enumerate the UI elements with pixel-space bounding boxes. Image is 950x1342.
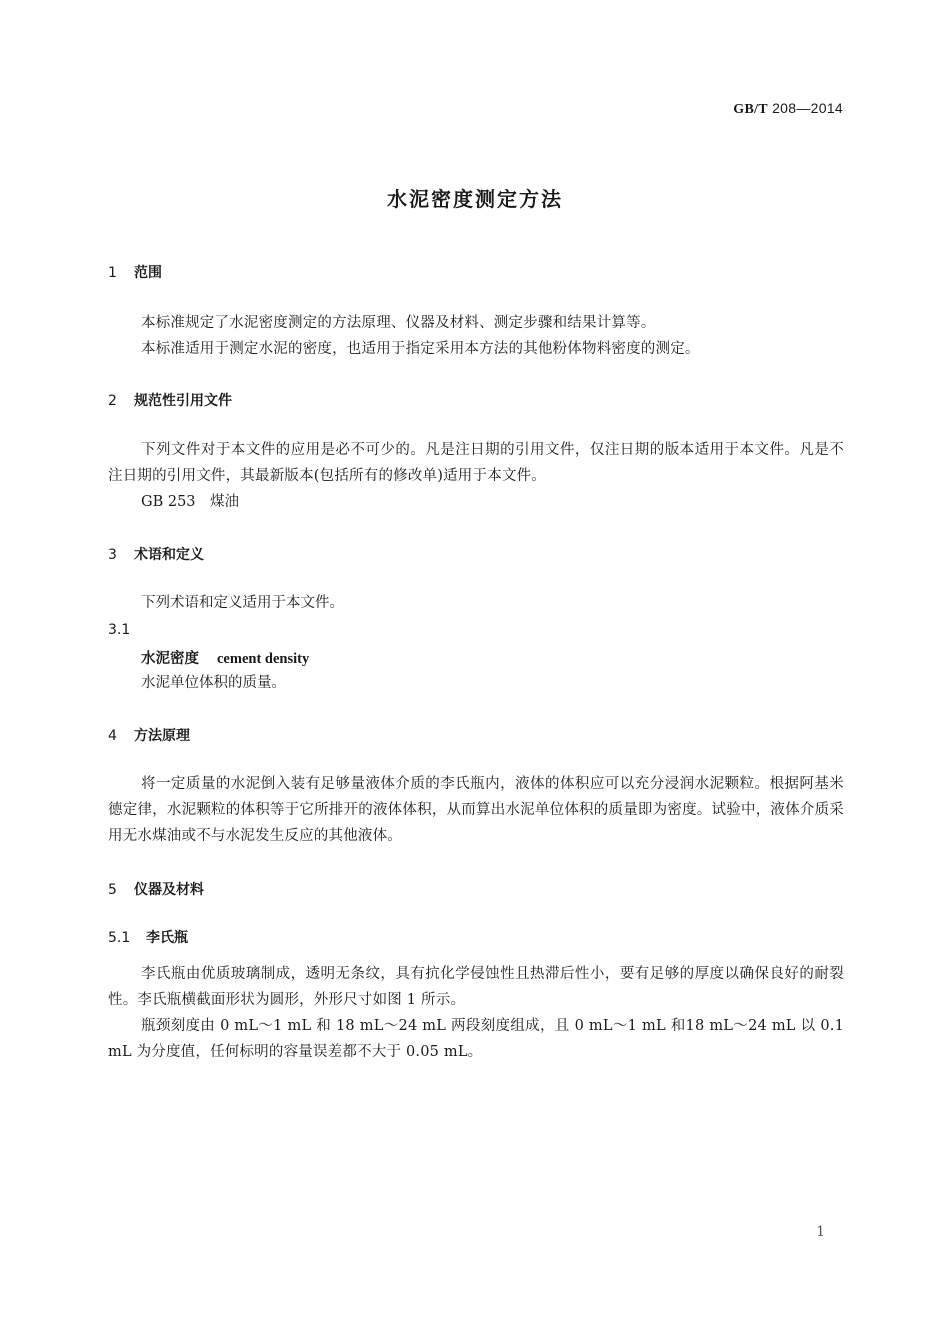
section-3-heading (108, 544, 204, 564)
section-4-heading (108, 725, 190, 745)
page-number: 1 (816, 1224, 825, 1240)
section-5-title: 仪器及材料 (134, 882, 204, 898)
section-5-number: 5 (108, 882, 117, 898)
normative-reference-gb253: GB 253 煤油 (141, 494, 240, 510)
section-2-paragraph-1: 下列文件对于本文件的应用是必不可少的。凡是注日期的引用文件，仅注日期的版本适用于本文件。凡是不注日期的引用文件，其最新版本(包括所有的修改单)适用于本文件。 (108, 442, 844, 484)
subsection-5-1-paragraph-1: 李氏瓶由优质玻璃制成，透明无条纹，具有抗化学侵蚀性且热滞后性小，要有足够的厚度以确保良好的耐裂性。李氏瓶横截面形状为圆形，外形尺寸如图 1 所示。 (108, 966, 844, 1008)
section-5-heading (108, 879, 204, 899)
standard-code-number: 208—2014 (767, 100, 843, 116)
section-4-title: 方法原理 (134, 728, 190, 744)
term-3-1-definition: 水泥单位体积的质量。 (141, 675, 286, 691)
section-4-paragraph-1: 将一定质量的水泥倒入装有足够量液体介质的李氏瓶内，液体的体积应可以充分浸润水泥颗粒。根据阿基米德定律，水泥颗粒的体积等于它所排开的液体体积，从而算出水泥单位体积的质量即为密度。试验中，液体介质采用无水煤油或不与水泥发生反应的其他液体。 (108, 776, 844, 844)
section-2-number: 2 (108, 393, 117, 409)
section-1-heading (108, 262, 162, 282)
term-3-1-number: 3.1 (108, 622, 131, 638)
subsection-5-1-heading (108, 927, 188, 947)
section-1-title: 范围 (134, 265, 162, 281)
standard-code-prefix: GB/T (733, 102, 768, 117)
section-1-number: 1 (108, 265, 117, 281)
section-3-title: 术语和定义 (134, 547, 204, 563)
term-3-1-chinese: 水泥密度 (141, 651, 199, 667)
section-1-paragraph-1: 本标准规定了水泥密度测定的方法原理、仪器及材料、测定步骤和结果计算等。 (141, 315, 656, 331)
section-2-title: 规范性引用文件 (134, 393, 232, 409)
subsection-5-1-paragraph-2: 瓶颈刻度由 0 mL～1 mL 和 18 mL～24 mL 两段刻度组成，且 0 mL～1 mL 和18 mL～24 mL 以 0.1 mL 为分度值，任何标明的容量误差都不大于 0.05 mL。 (108, 1018, 844, 1060)
standard-code (733, 100, 843, 118)
section-3-paragraph-1: 下列术语和定义适用于本文件。 (141, 595, 344, 611)
term-3-1 (141, 647, 309, 668)
subsection-5-1-number: 5.1 (108, 930, 131, 946)
section-3-number: 3 (108, 547, 117, 563)
subsection-5-1-title: 李氏瓶 (146, 930, 188, 946)
section-4-number: 4 (108, 728, 117, 744)
section-2-heading (108, 390, 232, 410)
document-title: 水泥密度测定方法 (387, 187, 563, 211)
section-1-paragraph-2: 本标准适用于测定水泥的密度，也适用于指定采用本方法的其他粉体物料密度的测定。 (141, 341, 700, 357)
term-3-1-english: cement density (217, 651, 310, 667)
